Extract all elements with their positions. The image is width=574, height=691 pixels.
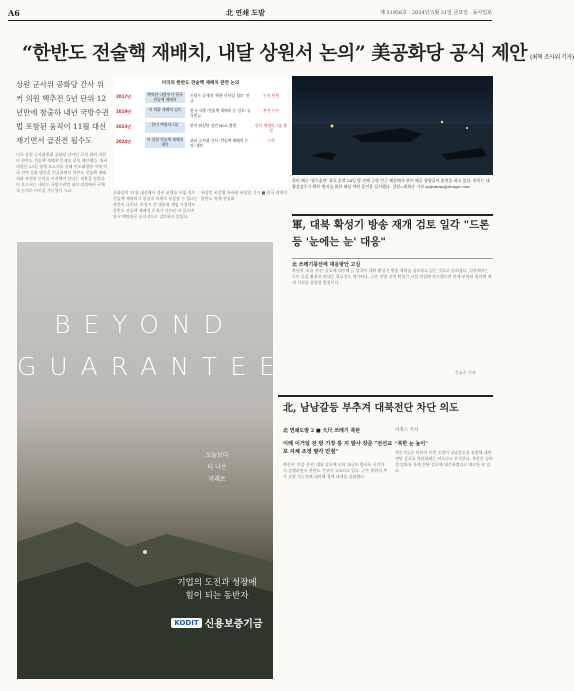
row-year: 2023년 [116,124,131,129]
ad-line-1: BEYOND [54,310,236,339]
page-header [8,6,492,21]
main-headline [22,38,574,65]
bottom-sub-left2: 이례 이거일 전 방 기장 통 지 발사 장문 "전선교 포 자체 조정 발각 만점" [283,441,393,455]
ad-line-2: GUARANTEE [17,352,288,381]
ad-slogan-2: 힘이 되는 동반자 [185,591,249,601]
bottom-sub-right: "북한 눈 높이" [395,441,428,447]
row-result: 논의 [267,138,275,143]
advertisement[interactable] [17,242,288,679]
section-title: 北 연쇄 도발 [226,8,265,17]
row-year: 2019년 [116,109,131,114]
divider [292,214,493,216]
ad-copy-1: 오늘보다 [205,452,229,459]
ad-brand-name: 신용보증기금 [204,619,263,630]
row-year: 2024년 [116,139,131,144]
row-result: 한미 핵협의그룹 출범 [255,123,287,133]
row-year: 2017년 [116,94,131,99]
bottom-body-left: 북한이 '오물 풍선' 대남 살포에 이어 대규모 방사포 사격까지 감행하면서 한반도 긴장이 고조되고 있다. 군은 북한의 추가 도발 가능성에 대비해 경계 태세를 강화했다. [283,462,388,479]
row-event: 미 의회 재배치 검토 [145,107,185,118]
row-desc: 한국 국방 '전술핵 재배치 등 검토' 공식언급 [190,108,251,118]
infographic-title: 미국의 한반도 전술핵 재배치 관련 논의 [161,81,240,86]
row-result: 추진 무산 [263,108,279,113]
right-article-body: 북한의 '오물 풍선' 살포에 대응해 군 당국이 대북 확성기 방송 재개를 검토하고 있는 것으로 알려졌다. 일각에서는 드론 등을 활용한 맞대응 필요성도 제기된다. 군은 전방 지역 확성기 시설 점검에 착수했으며 관계 부처와 협의해 재개 시점을 결정할 방침이다. [292,268,492,285]
divider [278,395,493,397]
right-article-headline: 軍, 대북 확성기 방송 재개 검토 일각 "드론 등 '눈에는 눈' 대응" [292,219,490,248]
ad-slogan [167,577,267,603]
article-body-mid2: 워싱턴 조종엽 특파원 유성열 기자 ■ 미국 제재의 한반도 정책 현실화 [201,190,288,201]
right-article-byline: 손효주 기자 [455,370,476,375]
infographic-row [115,106,286,119]
ad-copy [167,450,267,486]
infographic-row [115,121,286,134]
page-number: A6 [8,8,20,18]
photo-caption: 한미 해군 '합수훈련' 칭호 훈련 24일 밤 진해 군항 인근 해상에서 한미 해군 장병들이 훈련을 하고 있다. 한미는 대량살상무기 확산 방지를 위한 해상 차단 훈련을 실시했다. 창원=최혁중 기자 sajinman@donga.com [292,178,490,189]
article-body-mid: 공화당이 11월 대선에서 정권 교체를 이룰 경우 전술핵 재배치가 현실적 의제로 부상할 수 있다는 관측이 나온다. 트럼프 전 대통령 재임 시절에도 한반도 전술핵 재배치 문제가 거론된 바 있으며 당시 백악관은 공식적으로 검토하지 않았다. [113,190,198,219]
infographic [113,77,288,187]
infographic-row [115,91,286,104]
infographic-row [115,136,286,149]
ad-copy-2: 더 나은 [207,464,227,471]
row-result: 논의 단계 [263,93,279,98]
row-event: 미 상원 전술핵 재배치 제안 [146,137,184,147]
row-desc: 한미 워싱턴 선언 NCG 출범 [190,123,237,128]
ad-slogan-1: 기업의 도전과 성장에 [177,578,257,588]
right-article-sub: 北 쓰레기풍선에 대응방안 고심 [292,258,493,268]
row-event: 한미 핵협의그룹 [145,122,185,133]
row-desc: 위커 군사위 간사 '전술핵 재배치 논의' 제안 [190,138,249,148]
ad-logo[interactable] [167,612,267,631]
ad-copy-3: 미래로 [208,476,226,483]
bottom-byline-left: 이축스 기자 [395,428,419,433]
headline-text: “한반도 전술핵 재배치, 내달 상원서 논의” 美공화당 공식 제안 [22,42,528,64]
row-event: 백악관·국방부가 한국 전술핵 재배치 [145,92,185,103]
bottom-body-right: 전문가들은 북한의 이번 도발이 남남갈등을 유발해 대북전단 살포를 차단하려는 의도라고 분석한다. 북한은 김여정 담화를 통해 전단 살포에 대응하겠다고 예고한 바 있다. [395,450,493,473]
harbor-photo-icon [292,76,493,175]
kodit-logo-icon: KODIT [171,618,201,628]
article-body-left: 미국 상원 군사위원회 공화당 간사인 로저 위커 의원이 한반도 전술핵 재배치 문제를 공식 제안했다. 위커 의원은 29일 정책 보고서를 통해 인도태평양 지역 미국 전력 강화 방안을 언급하면서 한반도 전술핵 재배치와 관련된 논의를 시작해야 한다는 내용을 담았다. 이 보고서는 내년도 국방수권법 심의 과정에서 구체적 논의로 이어질 가능성이 크다. [16,152,108,193]
row-desc: 트럼프 공개적 '북한 미사일 경보' 언급 [190,93,250,103]
headline-byline: (최혁 조사위 기자) [530,54,574,61]
bottom-sub-left: 北 연쇄도발 2 ■ 大尺 쓰레기 폭탄 [283,428,361,434]
bottom-headline: 北, 남남갈등 부추겨 대북전단 차단 의도 [283,403,459,414]
issue-meta: 제 31956호 · 2024년 5월 31일 금요일 · 동아일보 [379,10,492,16]
lead-paragraph: 상원 군사위 공화당 간사 위커 의원 핵추진 5년 단위 12년만에 참출하 내년 국방수권법 포함된 움직이 11월 대선 재기면서 급진전 될수도 [16,80,109,145]
news-photo [292,76,493,175]
